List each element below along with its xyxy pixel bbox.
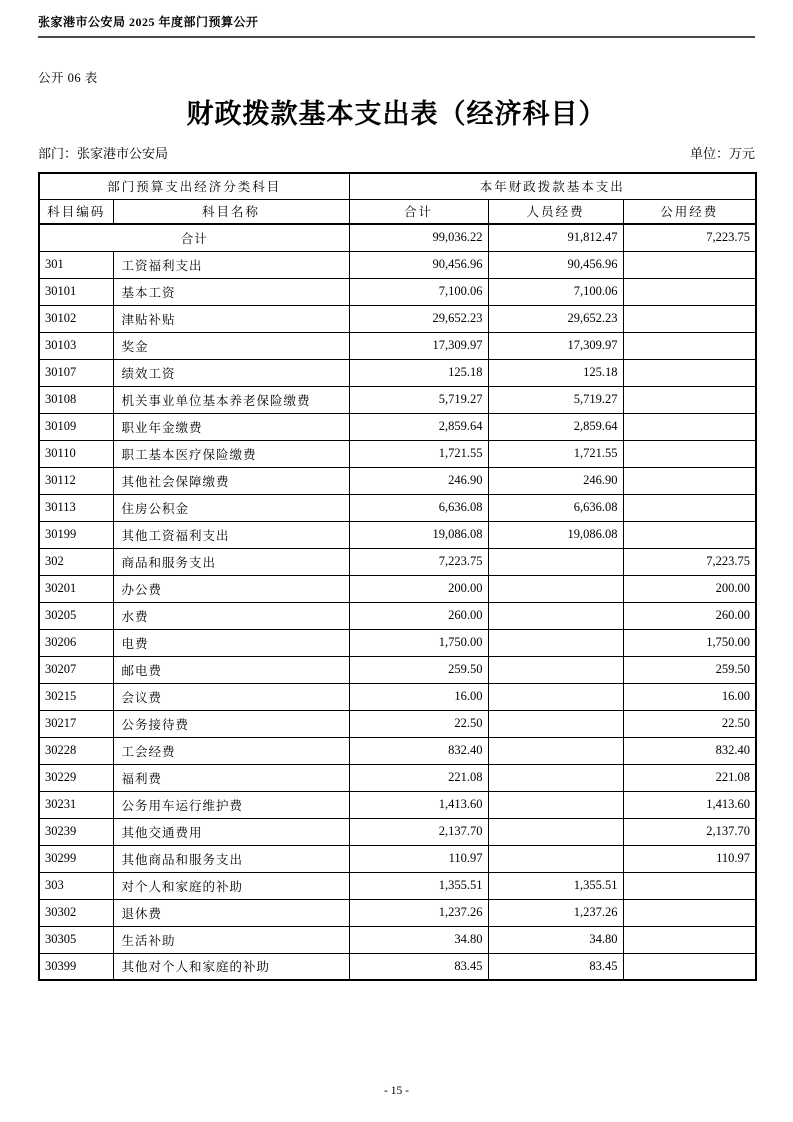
cell-public: 259.50 <box>623 656 756 683</box>
cell-code: 30107 <box>39 359 113 386</box>
cell-code: 30207 <box>39 656 113 683</box>
form-number: 公开 06 表 <box>38 71 98 85</box>
cell-name: 电费 <box>113 629 349 656</box>
cell-total: 1,750.00 <box>349 629 488 656</box>
cell-total: 29,652.23 <box>349 305 488 332</box>
cell-code: 30231 <box>39 791 113 818</box>
cell-public: 7,223.75 <box>623 548 756 575</box>
cell-name: 办公费 <box>113 575 349 602</box>
cell-code: 30108 <box>39 386 113 413</box>
document-header <box>38 0 755 38</box>
cell-code: 301 <box>39 251 113 278</box>
cell-name: 其他交通费用 <box>113 818 349 845</box>
cell-public <box>623 332 756 359</box>
cell-name: 住房公积金 <box>113 494 349 521</box>
table-row <box>39 521 756 548</box>
cell-total: 125.18 <box>349 359 488 386</box>
cell-name: 公务接待费 <box>113 710 349 737</box>
table-row <box>39 683 756 710</box>
column-header-name: 科目名称 <box>113 199 349 224</box>
table-row <box>39 737 756 764</box>
table-row <box>39 818 756 845</box>
cell-total: 832.40 <box>349 737 488 764</box>
column-header-public: 公用经费 <box>623 199 756 224</box>
cell-total: 260.00 <box>349 602 488 629</box>
column-header-code: 科目编码 <box>39 199 113 224</box>
cell-public: 1,750.00 <box>623 629 756 656</box>
cell-code: 30101 <box>39 278 113 305</box>
cell-name: 对个人和家庭的补助 <box>113 872 349 899</box>
cell-name: 邮电费 <box>113 656 349 683</box>
cell-name: 津贴补贴 <box>113 305 349 332</box>
cell-total: 1,237.26 <box>349 899 488 926</box>
cell-name: 职业年金缴费 <box>113 413 349 440</box>
cell-public <box>623 440 756 467</box>
table-row <box>39 386 756 413</box>
cell-code: 30112 <box>39 467 113 494</box>
cell-code: 30110 <box>39 440 113 467</box>
cell-name: 工资福利支出 <box>113 251 349 278</box>
table-row <box>39 710 756 737</box>
table-row <box>39 791 756 818</box>
cell-code: 30199 <box>39 521 113 548</box>
cell-code: 30399 <box>39 953 113 980</box>
page-number: - 15 - <box>384 1085 409 1097</box>
cell-personnel <box>488 845 623 872</box>
cell-personnel <box>488 764 623 791</box>
cell-personnel <box>488 629 623 656</box>
table-header <box>39 173 756 224</box>
table-row <box>39 548 756 575</box>
unit-label: 单位：万元 <box>689 146 755 161</box>
cell-total: 200.00 <box>349 575 488 602</box>
cell-public: 221.08 <box>623 764 756 791</box>
cell-name: 机关事业单位基本养老保险缴费 <box>113 386 349 413</box>
cell-public <box>623 467 756 494</box>
cell-total: 90,456.96 <box>349 251 488 278</box>
table-row <box>39 467 756 494</box>
cell-code: 30305 <box>39 926 113 953</box>
cell-public <box>623 494 756 521</box>
cell-public <box>623 953 756 980</box>
cell-name: 其他工资福利支出 <box>113 521 349 548</box>
document-header-title: 张家港市公安局 2025 年度部门预算公开 <box>38 15 259 29</box>
cell-personnel <box>488 656 623 683</box>
cell-name: 其他商品和服务支出 <box>113 845 349 872</box>
cell-name: 商品和服务支出 <box>113 548 349 575</box>
department-label: 部门：张家港市公安局 <box>38 146 169 161</box>
table-body <box>39 224 756 980</box>
cell-public: 260.00 <box>623 602 756 629</box>
table-row <box>39 953 756 980</box>
cell-personnel: 2,859.64 <box>488 413 623 440</box>
cell-total: 6,636.08 <box>349 494 488 521</box>
cell-public: 832.40 <box>623 737 756 764</box>
cell-code: 30201 <box>39 575 113 602</box>
table-header-sub-row <box>39 199 756 224</box>
cell-personnel: 1,237.26 <box>488 899 623 926</box>
cell-total: 16.00 <box>349 683 488 710</box>
cell-personnel <box>488 818 623 845</box>
cell-code: 30302 <box>39 899 113 926</box>
cell-code: 30206 <box>39 629 113 656</box>
cell-total: 2,859.64 <box>349 413 488 440</box>
cell-name: 绩效工资 <box>113 359 349 386</box>
page-title: 财政拨款基本支出表（经济科目） <box>186 99 607 129</box>
cell-personnel: 34.80 <box>488 926 623 953</box>
cell-personnel: 246.90 <box>488 467 623 494</box>
cell-personnel: 1,721.55 <box>488 440 623 467</box>
cell-code: 30228 <box>39 737 113 764</box>
cell-code: 30205 <box>39 602 113 629</box>
cell-code: 30239 <box>39 818 113 845</box>
table-row <box>39 575 756 602</box>
cell-code: 302 <box>39 548 113 575</box>
cell-public: 1,413.60 <box>623 791 756 818</box>
table-row <box>39 926 756 953</box>
cell-public: 2,137.70 <box>623 818 756 845</box>
cell-personnel: 17,309.97 <box>488 332 623 359</box>
cell-total: 246.90 <box>349 467 488 494</box>
cell-code: 30113 <box>39 494 113 521</box>
cell-personnel <box>488 737 623 764</box>
cell-total: 83.45 <box>349 953 488 980</box>
table-row <box>39 899 756 926</box>
cell-personnel: 6,636.08 <box>488 494 623 521</box>
table-row <box>39 656 756 683</box>
cell-code: 30109 <box>39 413 113 440</box>
cell-personnel <box>488 602 623 629</box>
cell-name: 工会经费 <box>113 737 349 764</box>
table-row <box>39 602 756 629</box>
meta-row <box>38 143 755 162</box>
table-header-group-row <box>39 173 756 199</box>
cell-total: 34.80 <box>349 926 488 953</box>
cell-personnel: 90,456.96 <box>488 251 623 278</box>
total-row-public: 7,223.75 <box>623 224 756 251</box>
cell-name: 基本工资 <box>113 278 349 305</box>
table-row <box>39 629 756 656</box>
cell-personnel: 19,086.08 <box>488 521 623 548</box>
cell-total: 1,413.60 <box>349 791 488 818</box>
cell-personnel <box>488 575 623 602</box>
table-row <box>39 359 756 386</box>
cell-public <box>623 926 756 953</box>
cell-public <box>623 359 756 386</box>
cell-name: 福利费 <box>113 764 349 791</box>
cell-name: 水费 <box>113 602 349 629</box>
cell-code: 30299 <box>39 845 113 872</box>
cell-public: 200.00 <box>623 575 756 602</box>
table-row <box>39 440 756 467</box>
table-row <box>39 332 756 359</box>
cell-total: 1,721.55 <box>349 440 488 467</box>
budget-table <box>38 172 757 981</box>
cell-public <box>623 251 756 278</box>
table-row <box>39 278 756 305</box>
cell-public <box>623 386 756 413</box>
cell-code: 30102 <box>39 305 113 332</box>
cell-personnel: 5,719.27 <box>488 386 623 413</box>
cell-personnel <box>488 710 623 737</box>
cell-total: 1,355.51 <box>349 872 488 899</box>
cell-personnel: 7,100.06 <box>488 278 623 305</box>
cell-public: 110.97 <box>623 845 756 872</box>
cell-personnel: 125.18 <box>488 359 623 386</box>
cell-personnel: 29,652.23 <box>488 305 623 332</box>
cell-total: 221.08 <box>349 764 488 791</box>
total-row-label: 合计 <box>39 224 349 251</box>
table-row <box>39 845 756 872</box>
page-footer <box>0 1085 793 1097</box>
cell-name: 公务用车运行维护费 <box>113 791 349 818</box>
cell-name: 奖金 <box>113 332 349 359</box>
cell-personnel: 83.45 <box>488 953 623 980</box>
cell-total: 110.97 <box>349 845 488 872</box>
cell-public <box>623 305 756 332</box>
cell-public <box>623 899 756 926</box>
cell-personnel: 1,355.51 <box>488 872 623 899</box>
column-header-personnel: 人员经费 <box>488 199 623 224</box>
cell-public <box>623 872 756 899</box>
cell-total: 2,137.70 <box>349 818 488 845</box>
cell-name: 生活补助 <box>113 926 349 953</box>
cell-personnel <box>488 791 623 818</box>
cell-public <box>623 278 756 305</box>
cell-total: 19,086.08 <box>349 521 488 548</box>
table-row <box>39 494 756 521</box>
cell-total: 5,719.27 <box>349 386 488 413</box>
cell-personnel <box>488 683 623 710</box>
table-row <box>39 764 756 791</box>
page-content <box>38 0 755 981</box>
cell-code: 303 <box>39 872 113 899</box>
cell-public: 22.50 <box>623 710 756 737</box>
table-row <box>39 413 756 440</box>
total-row-total: 99,036.22 <box>349 224 488 251</box>
cell-total: 7,100.06 <box>349 278 488 305</box>
column-header-total: 合计 <box>349 199 488 224</box>
cell-total: 22.50 <box>349 710 488 737</box>
table-row <box>39 251 756 278</box>
cell-personnel <box>488 548 623 575</box>
header-group-left: 部门预算支出经济分类科目 <box>39 173 349 199</box>
cell-name: 会议费 <box>113 683 349 710</box>
cell-code: 30103 <box>39 332 113 359</box>
cell-name: 其他对个人和家庭的补助 <box>113 953 349 980</box>
cell-name: 职工基本医疗保险缴费 <box>113 440 349 467</box>
header-group-right: 本年财政拨款基本支出 <box>349 173 756 199</box>
cell-name: 退休费 <box>113 899 349 926</box>
cell-total: 259.50 <box>349 656 488 683</box>
total-row-personnel: 91,812.47 <box>488 224 623 251</box>
cell-public: 16.00 <box>623 683 756 710</box>
total-row <box>39 224 756 251</box>
cell-name: 其他社会保障缴费 <box>113 467 349 494</box>
table-row <box>39 305 756 332</box>
cell-code: 30215 <box>39 683 113 710</box>
cell-code: 30217 <box>39 710 113 737</box>
table-row <box>39 872 756 899</box>
cell-total: 17,309.97 <box>349 332 488 359</box>
cell-public <box>623 521 756 548</box>
cell-total: 7,223.75 <box>349 548 488 575</box>
cell-code: 30229 <box>39 764 113 791</box>
cell-public <box>623 413 756 440</box>
